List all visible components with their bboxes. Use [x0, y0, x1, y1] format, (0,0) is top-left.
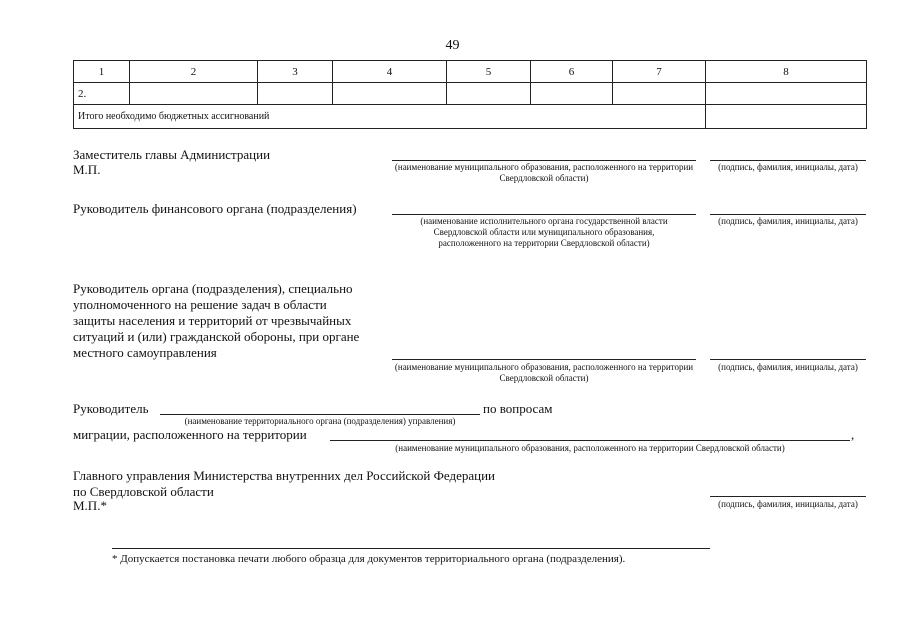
page-number: 49: [445, 38, 460, 53]
signature-caption: (подпись, фамилия, инициалы, дата): [718, 216, 858, 226]
table-header-cell: 8: [706, 61, 867, 83]
migration-line2: миграции, расположенного на территории: [73, 427, 307, 442]
signature-line: [392, 359, 696, 360]
deputy-head-title: Заместитель главы Администрации: [73, 147, 271, 162]
footnote-text: * Допускается постановка печати любого образца для документов территориального органа (подразделения).: [112, 553, 626, 565]
org-name-caption: (наименование исполнительного органа государственной власти Свердловской области или муниципального образования, расположенного на территории Свердловской области): [420, 216, 668, 248]
signature-line: [710, 214, 866, 215]
signature-line: [710, 359, 866, 360]
fill-line: [160, 414, 480, 415]
title-line: по Свердловской области: [73, 484, 214, 499]
title-line: ситуаций и (или) гражданской обороны, при органе: [73, 329, 360, 344]
table-cell: [258, 83, 333, 105]
fill-line: [330, 440, 850, 441]
table-header-cell: 5: [447, 61, 531, 83]
total-value-cell: [706, 105, 867, 129]
line-end-comma: ,: [851, 427, 855, 442]
seal-mark: М.П.*: [73, 498, 107, 513]
table-row: [74, 83, 867, 105]
total-label: Итого необходимо бюджетных ассигнований: [74, 105, 706, 129]
signature-caption: (подпись, фамилия, инициалы, дата): [718, 162, 858, 172]
signature-line: [710, 160, 866, 161]
org-name-caption: (наименование муниципального образования, расположенного на территории Свердловской области): [394, 362, 694, 383]
title-line: Главного управления Министерства внутренних дел Российской Федерации: [73, 468, 495, 483]
table-header-cell: 1: [74, 61, 130, 83]
emergency-head-title: [73, 281, 359, 361]
signature-line: [392, 160, 696, 161]
title-line: местного самоуправления: [73, 345, 217, 360]
title-line: Руководитель органа (подразделения), специально: [73, 281, 353, 296]
org-name-caption: (наименование муниципального образования, расположенного на территории Свердловской области): [394, 162, 694, 183]
row-number-cell: 2.: [74, 83, 130, 105]
migration-tail-word: по вопросам: [483, 401, 553, 416]
table-header-cell: 6: [531, 61, 613, 83]
mvd-title: [73, 468, 495, 500]
signature-caption: (подпись, фамилия, инициалы, дата): [718, 362, 858, 372]
table-cell: [333, 83, 447, 105]
migration-head-word: Руководитель: [73, 401, 149, 416]
title-line: уполномоченного на решение задач в области: [73, 297, 327, 312]
territorial-org-caption: (наименование территориального органа (подразделения) управления): [184, 416, 456, 426]
footnote-separator: [112, 548, 710, 549]
table-cell: [531, 83, 613, 105]
table-header-cell: 3: [258, 61, 333, 83]
table-cell: [447, 83, 531, 105]
table-cell: [706, 83, 867, 105]
signature-line: [710, 496, 866, 497]
signature-caption: (подпись, фамилия, инициалы, дата): [718, 499, 858, 509]
total-row: [74, 105, 867, 129]
title-line: защиты населения и территорий от чрезвычайных: [73, 313, 352, 328]
table-header-cell: 7: [613, 61, 706, 83]
finance-head-title: Руководитель финансового органа (подразделения): [73, 201, 357, 216]
municipal-caption: (наименование муниципального образования, расположенного на территории Свердловской области): [395, 443, 785, 453]
table-cell: [613, 83, 706, 105]
table-cell: [130, 83, 258, 105]
table-header-cell: 4: [333, 61, 447, 83]
budget-table: [73, 60, 867, 129]
table-header-cell: 2: [130, 61, 258, 83]
signature-line: [392, 214, 696, 215]
table-header-row: [74, 61, 867, 83]
seal-mark: М.П.: [73, 162, 101, 177]
